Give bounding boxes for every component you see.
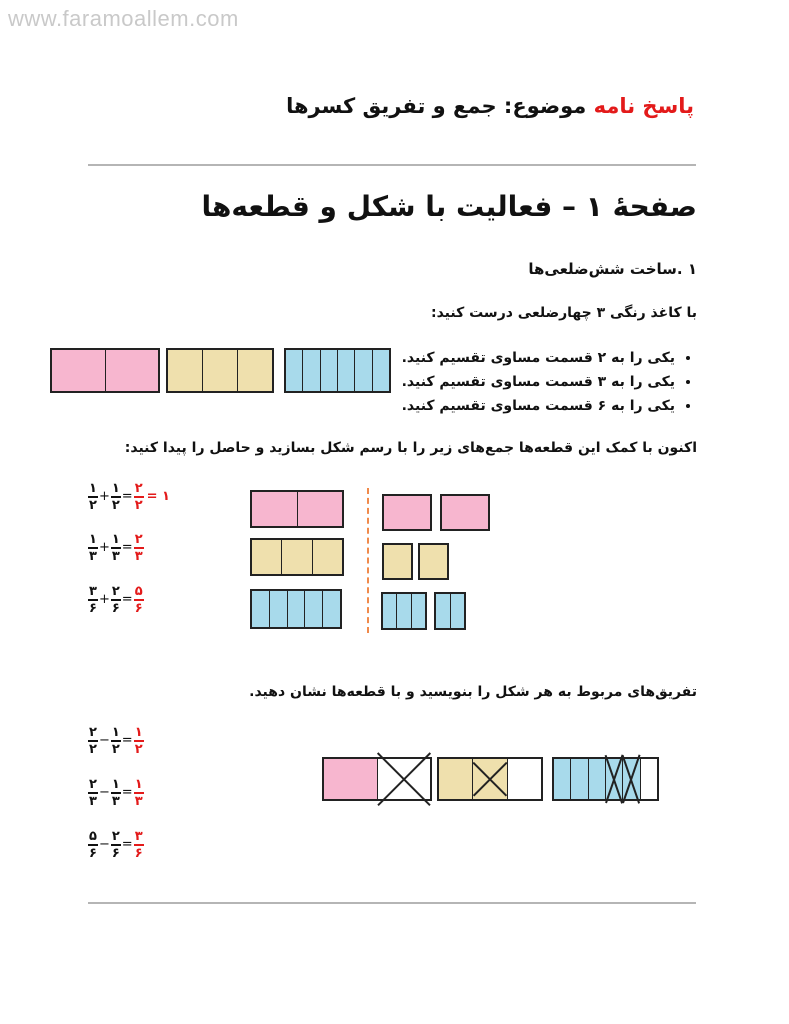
fraction: $\frac{۳}{۶}$ [89,584,97,616]
third-piece [382,543,413,580]
subtract-halves-shape [322,757,432,801]
watermark: www.faramoallem.com [8,6,239,31]
bullet-list [402,346,697,418]
addition-equation-1: $\frac{۱}{۲}$ + $\frac{۱}{۲}$ = $\frac{۲}{۲}$ = ۱ [89,481,170,513]
third-piece [418,543,449,580]
fraction: $\frac{۲}{۳}$ [89,777,97,809]
result-fraction: $\frac{۱}{۲}$ [134,725,143,757]
answer-sheet-label: پاسخ نامه [593,94,694,118]
instruction-1: با کاغذ رنگی ۳ چهارضلعی درست کنید: [430,305,697,321]
sum-sixths-shape [250,589,342,629]
fraction: $\frac{۱}{۲}$ [111,725,120,757]
top-divider [88,164,696,166]
result-fraction: $\frac{۲}{۲}$ [134,481,143,513]
bullet-item: • یکی را به ۳ قسمت مساوی تقسیم کنید. [402,370,675,394]
rectangle-sixths [284,348,391,393]
page-header [286,94,694,118]
subtraction-equation-1: $\frac{۲}{۲}$ − $\frac{۱}{۲}$ = $\frac{۱}{۲}$ [89,725,143,757]
sixths-piece-two [434,592,466,630]
bullet-item: • یکی را به ۲ قسمت مساوی تقسیم کنید. [402,346,675,370]
fraction: $\frac{۱}{۳}$ [111,777,120,809]
fraction: $\frac{۱}{۲}$ [89,481,97,513]
rectangle-halves [50,348,160,393]
instruction-2: اکنون با کمک این قطعه‌ها جمع‌های زیر را با رسم شکل بسازید و حاصل را پیدا کنید: [124,440,697,456]
addition-equation-2: $\frac{۱}{۳}$ + $\frac{۱}{۳}$ = $\frac{۲}{۳}$ [89,532,143,564]
instruction-3: تفریق‌های مربوط به هر شکل را بنویسید و با قطعه‌ها نشان دهید. [249,684,697,700]
fraction: $\frac{۱}{۳}$ [89,532,97,564]
result-fraction: $\frac{۱}{۳}$ [134,777,143,809]
sixths-piece-three [381,592,427,630]
subtract-thirds-shape [437,757,543,801]
bottom-divider [88,902,696,904]
subtract-sixths-shape [552,757,659,801]
result-fraction: $\frac{۲}{۳}$ [134,532,143,564]
subtraction-equation-2: $\frac{۲}{۳}$ − $\frac{۱}{۳}$ = $\frac{۱}{۳}$ [89,777,143,809]
fraction: $\frac{۲}{۲}$ [89,725,97,757]
rectangle-thirds [166,348,274,393]
bullet-item: • یکی را به ۶ قسمت مساوی تقسیم کنید. [402,394,675,418]
fraction: $\frac{۵}{۶}$ [89,829,97,861]
half-piece [440,494,490,531]
result-fraction: $\frac{۳}{۶}$ [134,829,143,861]
subheading: ۱ .ساخت شش‌ضلعی‌ها [528,260,697,278]
fraction: $\frac{۲}{۶}$ [111,829,120,861]
topic-label: موضوع: جمع و تفریق کسرها [286,94,594,118]
sum-halves-shape [250,490,344,528]
fraction: $\frac{۱}{۳}$ [111,532,120,564]
section-title: صفحهٔ ۱ – فعالیت با شکل و قطعه‌ها [201,190,697,223]
dashed-divider [367,488,369,633]
fraction: $\frac{۲}{۶}$ [111,584,120,616]
fraction: $\frac{۱}{۲}$ [111,481,120,513]
subtraction-equation-3: $\frac{۵}{۶}$ − $\frac{۲}{۶}$ = $\frac{۳}{۶}$ [89,829,143,861]
sum-thirds-shape [250,538,344,576]
half-piece [382,494,432,531]
result-fraction: $\frac{۵}{۶}$ [134,584,143,616]
addition-equation-3: $\frac{۳}{۶}$ + $\frac{۲}{۶}$ = $\frac{۵}{۶}$ [89,584,143,616]
result-whole: = ۱ [146,489,170,505]
